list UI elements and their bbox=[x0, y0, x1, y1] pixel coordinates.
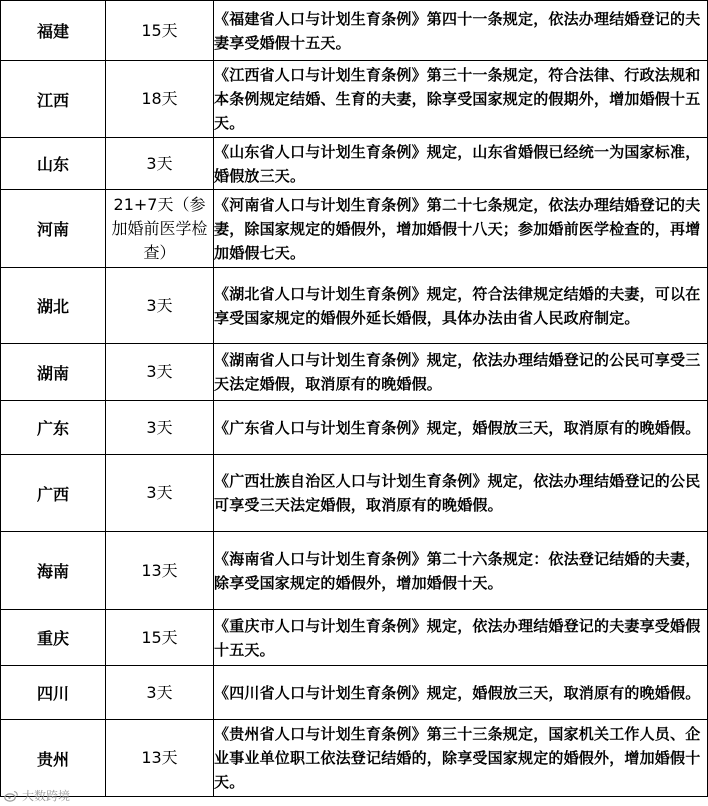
province-cell: 山东 bbox=[1, 138, 106, 190]
province-cell: 江西 bbox=[1, 61, 106, 138]
table-row bbox=[1, 61, 708, 138]
table-row bbox=[1, 455, 708, 532]
province-cell: 福建 bbox=[1, 1, 106, 61]
table-row bbox=[1, 268, 708, 344]
leave-days-cell: 3天 bbox=[106, 344, 214, 401]
table-row bbox=[1, 610, 708, 666]
province-cell: 广东 bbox=[1, 401, 106, 455]
regulation-cell: 《湖北省人口与计划生育条例》规定，符合法律规定结婚的夫妻，可以在享受国家规定的婚假外延长婚假，具体办法由省人民政府制定。 bbox=[214, 268, 708, 344]
province-cell: 河南 bbox=[1, 190, 106, 268]
province-cell: 湖南 bbox=[1, 344, 106, 401]
leave-days-cell: 3天 bbox=[106, 666, 214, 720]
regulation-cell: 《广东省人口与计划生育条例》规定，婚假放三天，取消原有的晚婚假。 bbox=[214, 401, 708, 455]
regulation-cell: 《海南省人口与计划生育条例》第二十六条规定：依法登记结婚的夫妻，除享受国家规定的婚假外，增加婚假十天。 bbox=[214, 532, 708, 610]
province-cell: 广西 bbox=[1, 455, 106, 532]
province-cell: 湖北 bbox=[1, 268, 106, 344]
table-row bbox=[1, 666, 708, 720]
regulation-cell: 《河南省人口与计划生育条例》第二十七条规定，依法办理结婚登记的夫妻，除国家规定的婚假外，增加婚假十八天；参加婚前医学检查的，再增加婚假七天。 bbox=[214, 190, 708, 268]
regulation-cell: 《福建省人口与计划生育条例》第四十一条规定，依法办理结婚登记的夫妻享受婚假十五天。 bbox=[214, 1, 708, 61]
regulation-cell: 《山东省人口与计划生育条例》规定，山东省婚假已经统一为国家标准，婚假放三天。 bbox=[214, 138, 708, 190]
table-row bbox=[1, 138, 708, 190]
regulation-cell: 《重庆市人口与计划生育条例》规定，依法办理结婚登记的夫妻享受婚假十五天。 bbox=[214, 610, 708, 666]
province-cell: 海南 bbox=[1, 532, 106, 610]
province-cell: 重庆 bbox=[1, 610, 106, 666]
leave-days-cell: 18天 bbox=[106, 61, 214, 138]
leave-days-cell: 21+7天（参加婚前医学检查） bbox=[106, 190, 214, 268]
regulation-cell: 《四川省人口与计划生育条例》规定，婚假放三天，取消原有的晚婚假。 bbox=[214, 666, 708, 720]
regulation-cell: 《贵州省人口与计划生育条例》第三十三条规定，国家机关工作人员、企业事业单位职工依法登记结婚的，除享受国家规定的婚假外，增加婚假十天。 bbox=[214, 720, 708, 797]
watermark-text: 大数跨境 bbox=[22, 789, 71, 803]
table-row bbox=[1, 344, 708, 401]
table-row bbox=[1, 401, 708, 455]
province-cell: 贵州 bbox=[1, 720, 106, 797]
leave-days-cell: 15天 bbox=[106, 1, 214, 61]
weibo-icon bbox=[4, 790, 19, 802]
table-row bbox=[1, 1, 708, 61]
leave-days-cell: 15天 bbox=[106, 610, 214, 666]
leave-days-cell: 3天 bbox=[106, 455, 214, 532]
leave-days-cell: 13天 bbox=[106, 720, 214, 797]
regulation-cell: 《江西省人口与计划生育条例》第三十一条规定，符合法律、行政法规和本条例规定结婚、生育的夫妻，除享受国家规定的假期外，增加婚假十五天。 bbox=[214, 61, 708, 138]
leave-days-cell: 13天 bbox=[106, 532, 214, 610]
leave-days-cell: 3天 bbox=[106, 138, 214, 190]
regulation-cell: 《广西壮族自治区人口与计划生育条例》规定，依法办理结婚登记的公民可享受三天法定婚假，取消原有的晚婚假。 bbox=[214, 455, 708, 532]
table-row bbox=[1, 720, 708, 797]
regulation-cell: 《湖南省人口与计划生育条例》规定，依法办理结婚登记的公民可享受三天法定婚假，取消原有的晚婚假。 bbox=[214, 344, 708, 401]
watermark bbox=[4, 787, 70, 804]
province-cell: 四川 bbox=[1, 666, 106, 720]
leave-days-cell: 3天 bbox=[106, 268, 214, 344]
table-row bbox=[1, 532, 708, 610]
leave-days-cell: 3天 bbox=[106, 401, 214, 455]
table-row bbox=[1, 190, 708, 268]
